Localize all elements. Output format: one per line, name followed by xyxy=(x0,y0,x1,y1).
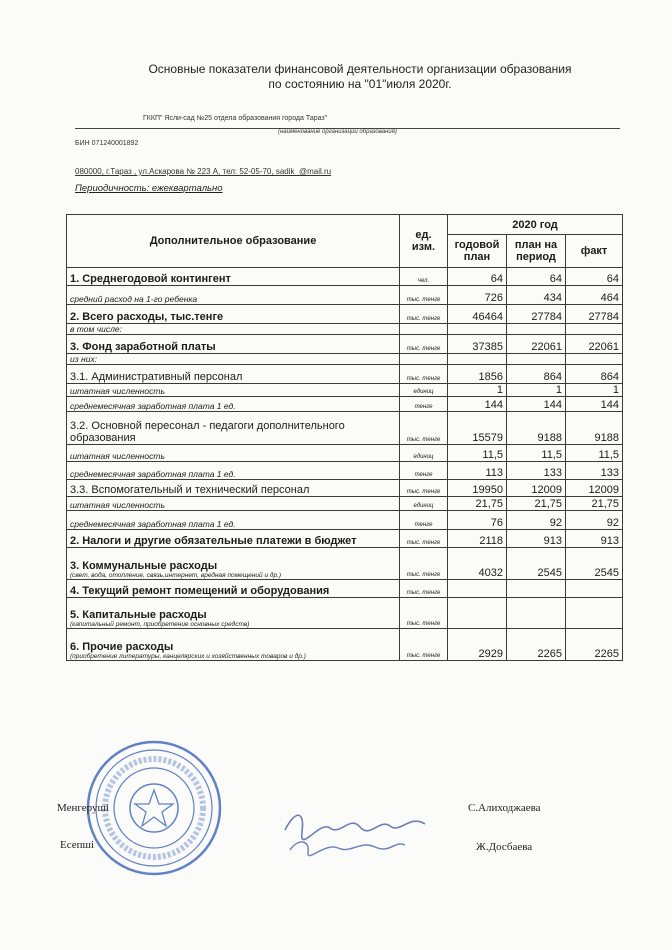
table-row xyxy=(67,335,623,354)
row-period: 9188 xyxy=(507,412,566,445)
row-name xyxy=(67,548,400,580)
row-fact: 11,5 xyxy=(566,445,623,462)
row-plan: 2929 xyxy=(448,629,507,661)
row-fact: 133 xyxy=(566,462,623,480)
row-plan: 11,5 xyxy=(448,445,507,462)
row-period: 22061 xyxy=(507,335,566,354)
row-period: 434 xyxy=(507,286,566,305)
table-row xyxy=(67,305,623,324)
row-plan: 15579 xyxy=(448,412,507,445)
row-name: 4. Текущий ремонт помещений и оборудования xyxy=(67,580,400,598)
row-fact: 22061 xyxy=(566,335,623,354)
header-name: Дополнительное образование xyxy=(67,215,400,268)
row-period: 2265 xyxy=(507,629,566,661)
table-row xyxy=(67,384,623,397)
row-plan: 1856 xyxy=(448,365,507,384)
row-name: среднемесячная заработная плата 1 ед. xyxy=(67,462,400,480)
row-subtitle: (приобретение литературы, канцелярских и хозяйственных товаров и др.) xyxy=(70,653,306,660)
row-fact: 12009 xyxy=(566,480,623,497)
row-period: 64 xyxy=(507,268,566,286)
row-name: средний расход на 1-го ребенка xyxy=(67,286,400,305)
org-name-line xyxy=(75,116,620,129)
row-subtitle: (свет, вода, отопление, связь,интернет, вредная помещений и др.) xyxy=(70,572,282,579)
row-name: 3. Фонд заработной платы xyxy=(67,335,400,354)
row-unit: тыс. тенге xyxy=(400,335,448,354)
row-unit: тыс. тенге xyxy=(400,598,448,629)
table-row xyxy=(67,354,623,365)
row-name xyxy=(67,629,400,661)
table-row xyxy=(67,268,623,286)
row-period: 21,75 xyxy=(507,497,566,511)
row-name: 3.3. Вспомогательный и технический персонал xyxy=(67,480,400,497)
row-unit: тыс. тенге xyxy=(400,365,448,384)
row-plan: 726 xyxy=(448,286,507,305)
row-plan: 1 xyxy=(448,384,507,397)
row-unit xyxy=(400,324,448,335)
table-row xyxy=(67,324,623,335)
table-row xyxy=(67,530,623,548)
table-row xyxy=(67,497,623,511)
row-fact: 464 xyxy=(566,286,623,305)
row-fact xyxy=(566,354,623,365)
row-name: 2. Налоги и другие обязательные платежи в бюджет xyxy=(67,530,400,548)
row-unit: тенге xyxy=(400,397,448,412)
table-row xyxy=(67,511,623,530)
row-plan: 64 xyxy=(448,268,507,286)
row-name: 3.1. Административный персонал xyxy=(67,365,400,384)
row-period: 11,5 xyxy=(507,445,566,462)
row-unit: тенге xyxy=(400,462,448,480)
table-row xyxy=(67,445,623,462)
org-caption: (наименование организации образования) xyxy=(278,129,397,135)
row-plan xyxy=(448,354,507,365)
row-name: штатная численность xyxy=(67,445,400,462)
row-plan: 4032 xyxy=(448,548,507,580)
row-unit: единиц xyxy=(400,384,448,397)
table-row xyxy=(67,598,623,629)
row-fact: 144 xyxy=(566,397,623,412)
row-name xyxy=(67,598,400,629)
table-row xyxy=(67,629,623,661)
row-plan xyxy=(448,598,507,629)
row-name: 2. Всего расходы, тыс.тенге xyxy=(67,305,400,324)
row-plan xyxy=(448,580,507,598)
row-period: 2545 xyxy=(507,548,566,580)
row-unit: тыс. тенге xyxy=(400,305,448,324)
row-period xyxy=(507,580,566,598)
table-row xyxy=(67,397,623,412)
row-period: 27784 xyxy=(507,305,566,324)
row-period xyxy=(507,354,566,365)
row-unit: тенге xyxy=(400,511,448,530)
row-fact: 27784 xyxy=(566,305,623,324)
row-unit: тыс. тенге xyxy=(400,480,448,497)
row-title: 3. Коммунальные расходы xyxy=(70,560,218,572)
row-unit: единиц xyxy=(400,497,448,511)
table-row xyxy=(67,365,623,384)
table-row xyxy=(67,480,623,497)
row-unit: тыс. тенге xyxy=(400,629,448,661)
header-unit: ед. изм. xyxy=(400,215,448,268)
row-plan: 21,75 xyxy=(448,497,507,511)
row-plan: 144 xyxy=(448,397,507,412)
row-period xyxy=(507,324,566,335)
row-plan: 113 xyxy=(448,462,507,480)
accountant-label: Есепші xyxy=(60,839,95,851)
row-title: 6. Прочие расходы xyxy=(70,641,174,653)
title-line-2: по состоянию на "01"июля 2020г. xyxy=(268,77,452,91)
row-period: 1 xyxy=(507,384,566,397)
row-period xyxy=(507,598,566,629)
row-title: 5. Капитальные расходы xyxy=(70,609,207,621)
row-unit: тыс. тенге xyxy=(400,412,448,445)
row-name: в том числе: xyxy=(67,324,400,335)
manager-label: Менгеруші xyxy=(57,802,110,814)
row-name: 3.2. Основной пересонал - педагоги дополнительного образования xyxy=(67,412,400,445)
header-plan: годовой план xyxy=(448,235,507,268)
row-fact: 2265 xyxy=(566,629,623,661)
row-fact: 9188 xyxy=(566,412,623,445)
table-row xyxy=(67,580,623,598)
periodicity: Периодичность: ежеквартально xyxy=(75,183,223,194)
row-unit: тыс. тенге xyxy=(400,530,448,548)
row-plan: 2118 xyxy=(448,530,507,548)
row-unit: тыс. тенге xyxy=(400,286,448,305)
row-subtitle: (капитальный ремонт, приобретение основных средств) xyxy=(70,621,250,628)
row-plan: 76 xyxy=(448,511,507,530)
row-fact xyxy=(566,324,623,335)
row-period: 864 xyxy=(507,365,566,384)
row-period: 144 xyxy=(507,397,566,412)
row-unit: чел. xyxy=(400,268,448,286)
accountant-name: Ж.Досбаева xyxy=(476,841,533,853)
header-year: 2020 год xyxy=(448,215,623,235)
row-fact: 64 xyxy=(566,268,623,286)
row-name: среднемесячная заработная плата 1 ед. xyxy=(67,511,400,530)
row-fact xyxy=(566,580,623,598)
row-plan: 19950 xyxy=(448,480,507,497)
row-unit: тыс. тенге xyxy=(400,548,448,580)
row-unit: единиц xyxy=(400,445,448,462)
finance-table xyxy=(66,214,623,661)
row-fact: 21,75 xyxy=(566,497,623,511)
table-row xyxy=(67,462,623,480)
row-name: среднемесячная заработная плата 1 ед. xyxy=(67,397,400,412)
row-fact: 864 xyxy=(566,365,623,384)
header-period: план на период xyxy=(507,235,566,268)
manager-name: С.Алиходжаева xyxy=(468,802,541,814)
row-name: штатная численность xyxy=(67,497,400,511)
row-fact xyxy=(566,598,623,629)
title-line-1: Основные показатели финансовой деятельности организации образования xyxy=(148,62,572,76)
row-fact: 913 xyxy=(566,530,623,548)
row-fact: 92 xyxy=(566,511,623,530)
row-fact: 2545 xyxy=(566,548,623,580)
table-row xyxy=(67,286,623,305)
row-plan xyxy=(448,324,507,335)
row-unit xyxy=(400,354,448,365)
table-row xyxy=(67,412,623,445)
document-title xyxy=(100,62,620,92)
row-period: 92 xyxy=(507,511,566,530)
row-plan: 46464 xyxy=(448,305,507,324)
handwritten-signature xyxy=(280,800,430,860)
org-address: 080000, г.Тараз , ул.Аскарова № 223 А, тел: 52-05-70, sadik_@mail.ru xyxy=(75,167,332,176)
row-period: 12009 xyxy=(507,480,566,497)
row-name: штатная численность xyxy=(67,384,400,397)
row-name: 1. Среднегодовой контингент xyxy=(67,268,400,286)
row-period: 133 xyxy=(507,462,566,480)
header-fact: факт xyxy=(566,235,623,268)
row-period: 913 xyxy=(507,530,566,548)
table-row xyxy=(67,548,623,580)
row-plan: 37385 xyxy=(448,335,507,354)
row-fact: 1 xyxy=(566,384,623,397)
org-name: ГККП" Ясли-сад №25 отдела образования города Тараз" xyxy=(143,115,328,122)
row-name: из них: xyxy=(67,354,400,365)
bin-number: БИН 071240001892 xyxy=(75,140,139,147)
row-unit: тыс. тенге xyxy=(400,580,448,598)
